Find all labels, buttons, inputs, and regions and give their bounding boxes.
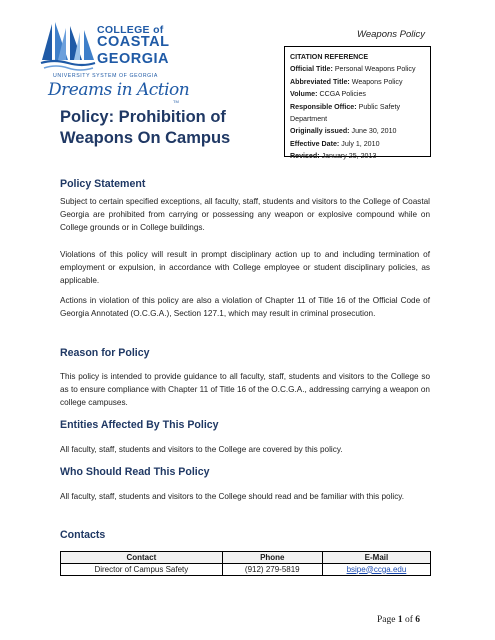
contacts-table [60, 551, 431, 576]
contact-email-link[interactable]: bsipe@ccga.edu [346, 564, 407, 574]
who-should-read-paragraph: All faculty, staff, students and visitors to the College should read and be familiar with this policy. [60, 492, 405, 501]
policy-statement-paragraph-2: Violations of this policy will result in prompt disciplinary action up to and including termination of employment or expulsion, in accordance with College employee or student disciplinary policies, as applicable. [60, 250, 430, 286]
policy-statement-paragraph-3: Actions in violation of this policy are also a violation of Chapter 11 of Title 16 of the Official Code of Georgia Annotated (O.C.G.A.), Section 127.1, which may result in criminal prosecution. [60, 296, 430, 319]
college-logo [40, 20, 190, 108]
contact-email-cell [322, 564, 430, 576]
policy-statement-heading: Policy Statement [60, 178, 146, 190]
logo-georgia-text: GEORGIA [97, 51, 169, 67]
contacts-table-header-row [61, 552, 431, 564]
reason-heading: Reason for Policy [60, 347, 150, 359]
citation-official-title: Official Title: Personal Weapons Policy [290, 65, 416, 74]
logo-coastal-text: COASTAL [97, 34, 170, 50]
policy-statement-paragraph-1: Subject to certain specified exceptions, all faculty, staff, students and visitors to the College of Coastal Georgia are prohibited from carrying or possessing any weapon or explosive compound while on College grounds or in College buildings. [60, 197, 430, 233]
logo-tm-mark: TM [173, 99, 179, 104]
contacts-col-contact: Contact [61, 552, 223, 564]
page-title: Policy: Prohibition of Weapons On Campus [60, 108, 231, 147]
entities-paragraph: All faculty, staff, students and visitors to the College are covered by this policy. [60, 445, 343, 454]
citation-volume: Volume: CCGA Policies [290, 90, 366, 99]
citation-originally-issued: Originally issued: June 30, 2010 [290, 127, 397, 136]
entities-heading: Entities Affected By This Policy [60, 419, 219, 431]
contact-phone: (912) 279-5819 [222, 564, 322, 576]
contacts-col-email: E-Mail [322, 552, 430, 564]
citation-reference-box [284, 46, 431, 161]
table-row [61, 564, 431, 576]
logo-college-text: COLLEGE of [97, 24, 164, 36]
who-should-read-heading: Who Should Read This Policy [60, 466, 210, 478]
page-number: Page 1 of 6 [377, 615, 421, 625]
sailboat-logo-icon [40, 20, 96, 72]
citation-heading: CITATION REFERENCE [290, 53, 369, 61]
reason-paragraph: This policy is intended to provide guidance to all faculty, staff, students and visitors to the College so as to ensure compliance with Chapter 11 of Title 16 of the O.C.G.A., addressing carrying a weapon on college campuses. [60, 372, 430, 408]
logo-usg-text: UNIVERSITY SYSTEM OF GEORGIA [53, 73, 158, 79]
contact-name: Director of Campus Safety [61, 564, 223, 576]
logo-tagline: Dreams in Action [48, 80, 190, 100]
citation-responsible-office: Responsible Office: Public Safety Department [290, 102, 401, 124]
citation-effective-date: Effective Date: July 1, 2010 [290, 139, 380, 148]
contacts-col-phone: Phone [222, 552, 322, 564]
running-head: Weapons Policy [357, 29, 425, 40]
citation-abbreviated-title: Abbreviated Title: Weapons Policy [290, 77, 403, 86]
citation-revised: Revised: January 25, 2013 [290, 152, 377, 161]
contacts-heading: Contacts [60, 529, 106, 541]
